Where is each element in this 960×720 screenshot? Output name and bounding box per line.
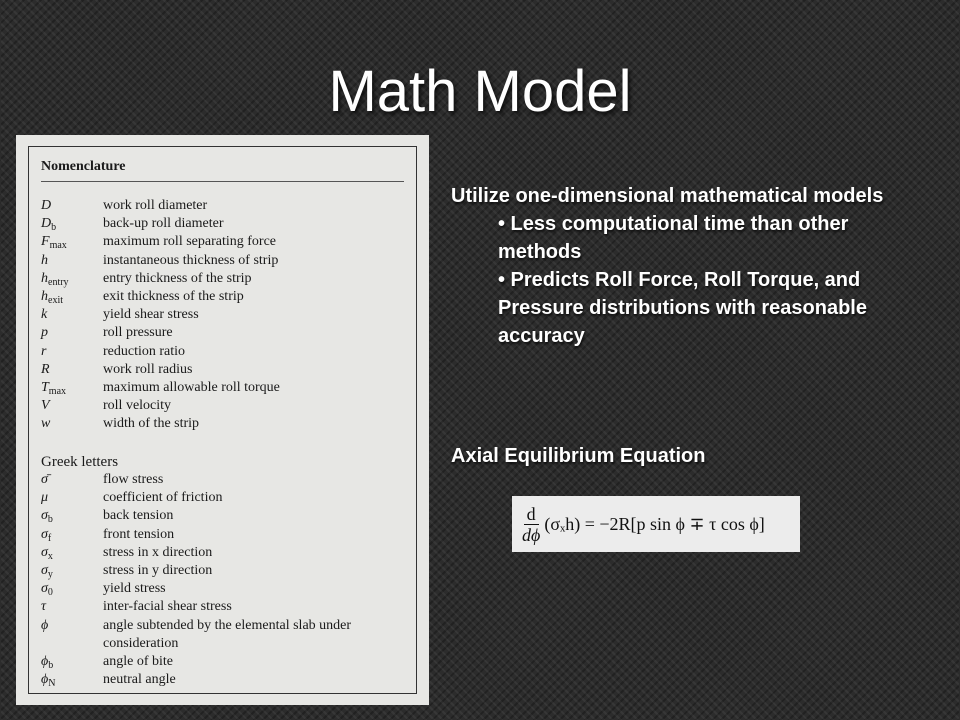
- nomenclature-description: entry thickness of the strip: [103, 270, 252, 286]
- sub-point: • Predicts Roll Force, Roll Torque, and Pressure distributions with reasonable accuracy: [498, 269, 867, 347]
- main-point: Utilize one-dimensional mathematical models: [451, 185, 884, 207]
- symbol-subscript: b: [48, 659, 54, 671]
- symbol-letter: τ: [41, 599, 47, 615]
- nomenclature-symbol: [41, 598, 103, 616]
- nomenclature-description: back-up roll diameter: [103, 216, 224, 232]
- nomenclature-description: angle of bite: [103, 653, 173, 669]
- symbol-letter: σ: [41, 581, 48, 597]
- symbol-letter: h: [41, 252, 48, 268]
- sub-point: • Less computational time than other methods: [498, 213, 849, 263]
- nomenclature-symbol: [41, 361, 103, 379]
- nomenclature-description: stress in x direction: [103, 544, 213, 560]
- nomenclature-symbol: [41, 343, 103, 361]
- symbol-letter: σ̄: [41, 472, 48, 487]
- nomenclature-row: [41, 544, 401, 562]
- symbol-letter: p: [41, 325, 48, 341]
- symbol-subscript: y: [47, 568, 53, 580]
- symbol-subscript: f: [47, 532, 52, 544]
- nomenclature-row: [41, 598, 401, 616]
- symbol-subscript: exit: [48, 294, 63, 306]
- greek-letters-heading: Greek letters: [41, 454, 119, 470]
- equation-image: [512, 496, 800, 552]
- nomenclature-heading: Nomenclature: [41, 159, 126, 174]
- nomenclature-row: [41, 526, 401, 544]
- nomenclature-description: inter-facial shear stress: [103, 599, 232, 615]
- symbol-letter: V: [41, 398, 50, 414]
- derivative-fraction: [522, 504, 540, 545]
- nomenclature-description: yield stress: [103, 581, 166, 597]
- nomenclature-description: roll pressure: [103, 325, 173, 341]
- symbol-subscript: max: [49, 240, 67, 252]
- symbol-letter: D: [41, 216, 52, 232]
- symbol-subscript: N: [48, 677, 56, 689]
- nomenclature-description: roll velocity: [103, 398, 172, 414]
- nomenclature-row: [41, 617, 401, 653]
- nomenclature-description: yield shear stress: [103, 307, 199, 323]
- nomenclature-symbol: [41, 471, 103, 489]
- nomenclature-row: [41, 379, 401, 397]
- nomenclature-symbol: [41, 324, 103, 342]
- symbol-letter: σ: [41, 544, 48, 560]
- symbol-letter: F: [41, 234, 50, 250]
- nomenclature-description: reduction ratio: [103, 343, 186, 359]
- symbol-subscript: 0: [47, 587, 53, 599]
- symbol-subscript: b: [51, 222, 57, 234]
- fraction-numerator: d: [524, 504, 539, 525]
- nomenclature-divider: [41, 181, 404, 182]
- symbol-subscript: entry: [48, 276, 69, 288]
- nomenclature-symbol: [41, 397, 103, 415]
- nomenclature-description: exit thickness of the strip: [103, 288, 244, 304]
- nomenclature-symbol: [41, 252, 103, 270]
- nomenclature-description: coefficient of friction: [103, 490, 223, 506]
- nomenclature-row: [41, 215, 401, 233]
- nomenclature-row: [41, 252, 401, 270]
- symbol-letter: T: [41, 379, 49, 395]
- symbol-letter: σ: [41, 562, 48, 578]
- nomenclature-symbol: [41, 671, 103, 693]
- nomenclature-description: front tension: [103, 526, 175, 542]
- nomenclature-description: instantaneous thickness of strip: [103, 252, 279, 268]
- nomenclature-symbol: [41, 415, 103, 433]
- nomenclature-row: [41, 415, 401, 433]
- nomenclature-description: angle subtended by the elemental slab under consideration: [103, 617, 352, 651]
- nomenclature-row: [41, 397, 401, 415]
- slide-title: Math Model: [328, 59, 632, 124]
- nomenclature-box: [28, 146, 417, 694]
- nomenclature-description: width of the strip: [103, 416, 200, 432]
- nomenclature-row: [41, 471, 401, 489]
- symbol-subscript: b: [47, 514, 53, 526]
- symbol-letter: σ: [41, 526, 48, 542]
- nomenclature-row: [41, 270, 401, 288]
- nomenclature-description: work roll diameter: [103, 198, 208, 213]
- nomenclature-row: [41, 343, 401, 361]
- equation-body: (σₓh) = −2R[p sin ϕ ∓ τ cos ϕ]: [544, 513, 765, 534]
- symbol-subscript: x: [47, 550, 53, 562]
- nomenclature-row: [41, 562, 401, 580]
- nomenclature-description: maximum allowable roll torque: [103, 379, 280, 395]
- symbol-letter: R: [41, 361, 50, 377]
- nomenclature-table-image: [16, 135, 429, 705]
- nomenclature-symbol: [41, 489, 103, 507]
- symbol-letter: h: [41, 270, 48, 286]
- nomenclature-description: back tension: [103, 508, 174, 524]
- nomenclature-symbol: [41, 617, 103, 635]
- symbol-letter: D: [41, 198, 52, 213]
- nomenclature-description: flow stress: [103, 472, 164, 487]
- nomenclature-symbol: [41, 197, 103, 215]
- symbol-letter: h: [41, 288, 48, 304]
- nomenclature-row: [41, 197, 401, 215]
- symbol-letter: w: [41, 416, 51, 432]
- symbol-subscript: max: [48, 385, 67, 397]
- greek-letters-list: [41, 471, 401, 689]
- nomenclature-row: [41, 489, 401, 507]
- nomenclature-row: [41, 653, 401, 671]
- nomenclature-row: [41, 324, 401, 342]
- nomenclature-row: [41, 580, 401, 598]
- nomenclature-list: [41, 197, 401, 433]
- nomenclature-symbol: [41, 306, 103, 324]
- nomenclature-row: [41, 507, 401, 525]
- nomenclature-description: neutral angle: [103, 671, 176, 687]
- nomenclature-row: [41, 233, 401, 251]
- nomenclature-row: [41, 306, 401, 324]
- slide-content: [451, 182, 901, 350]
- symbol-letter: σ: [41, 508, 48, 524]
- nomenclature-description: stress in y direction: [103, 562, 213, 578]
- symbol-letter: ϕ: [41, 617, 49, 633]
- symbol-letter: μ: [41, 490, 49, 506]
- symbol-letter: k: [41, 307, 48, 323]
- nomenclature-row: [41, 361, 401, 379]
- symbol-letter: ϕ: [41, 671, 49, 687]
- nomenclature-row: [41, 288, 401, 306]
- fraction-denominator: dϕ: [522, 524, 541, 545]
- symbol-letter: r: [41, 343, 47, 359]
- nomenclature-description: work roll radius: [103, 361, 193, 377]
- symbol-letter: ϕ: [41, 653, 49, 669]
- nomenclature-row: [41, 671, 401, 689]
- equation-heading: Axial Equilibrium Equation: [451, 445, 706, 467]
- nomenclature-description: maximum roll separating force: [103, 234, 276, 250]
